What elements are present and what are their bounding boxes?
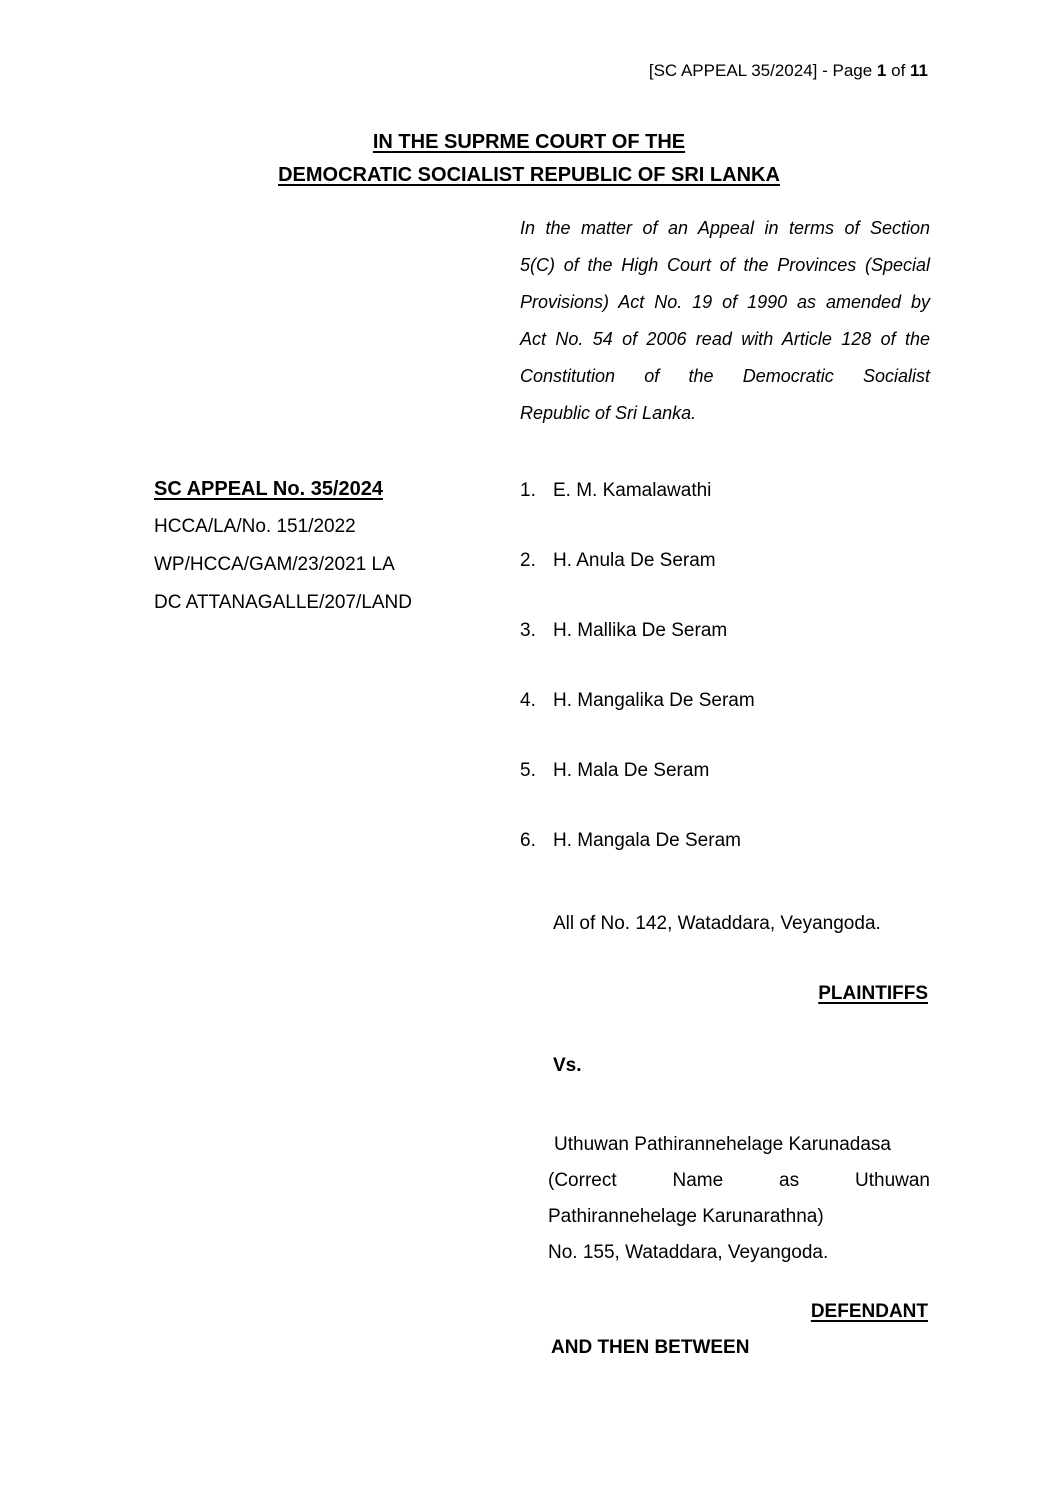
plaintiff-name: H. Mallika De Seram: [553, 620, 728, 641]
plaintiff-row: [520, 828, 755, 854]
defendant-correct-name-cont: Pathirannehelage Karunarathna): [548, 1206, 824, 1227]
matter-line: In the matter of an Appeal in terms of Section: [520, 218, 930, 238]
plaintiff-row: [520, 618, 755, 644]
header-case-ref: [SC APPEAL 35/2024] - Page: [648, 61, 877, 80]
plaintiff-name: E. M. Kamalawathi: [553, 480, 712, 501]
court-title-line-1: IN THE SUPRME COURT OF THE: [372, 131, 686, 153]
versus-label: Vs.: [553, 1055, 582, 1076]
plaintiff-number: 3.: [520, 620, 536, 641]
defendant-block: [548, 1127, 930, 1271]
case-ref: HCCA/LA/No. 151/2022: [154, 516, 356, 537]
plaintiff-name: H. Anula De Seram: [553, 550, 716, 571]
matter-line: Act No. 54 of 2006 read with Article 128 of the: [520, 329, 930, 349]
matter-paragraph: [520, 210, 930, 432]
defendant-address: No. 155, Wataddara, Veyangoda.: [548, 1242, 829, 1263]
header-page-number: 1: [876, 61, 887, 80]
plaintiff-name: H. Mangalika De Seram: [553, 690, 755, 711]
header-total-pages: 11: [910, 61, 928, 80]
plaintiffs-address: All of No. 142, Wataddara, Veyangoda.: [553, 913, 881, 934]
plaintiffs-label: PLAINTIFFS: [818, 983, 928, 1004]
plaintiff-name: H. Mala De Seram: [553, 760, 710, 781]
plaintiff-number: 4.: [520, 690, 536, 711]
plaintiff-number: 2.: [520, 550, 536, 571]
plaintiff-row: [520, 478, 755, 504]
and-then-between-heading: AND THEN BETWEEN: [551, 1337, 750, 1358]
plaintiffs-list: [520, 478, 755, 898]
header-of-text: of: [886, 61, 911, 80]
plaintiff-row: [520, 548, 755, 574]
case-number-block: [154, 470, 412, 622]
plaintiff-number: 6.: [520, 830, 536, 851]
appeal-number: SC APPEAL No. 35/2024: [154, 478, 383, 500]
matter-line: Constitution of the Democratic Socialist: [520, 366, 930, 386]
court-title: [0, 126, 1058, 192]
plaintiff-row: [520, 688, 755, 714]
plaintiff-name: H. Mangala De Seram: [553, 830, 741, 851]
case-ref: WP/HCCA/GAM/23/2021 LA: [154, 554, 395, 575]
matter-line: Provisions) Act No. 19 of 1990 as amended by: [520, 292, 930, 312]
defendant-correct-name: (Correct Name as Uthuwan: [548, 1170, 930, 1191]
plaintiff-number: 1.: [520, 480, 536, 501]
plaintiff-number: 5.: [520, 760, 536, 781]
plaintiff-row: [520, 758, 755, 784]
matter-line: Republic of Sri Lanka.: [520, 403, 697, 423]
court-title-line-2: DEMOCRATIC SOCIALIST REPUBLIC OF SRI LANKA: [278, 164, 780, 186]
matter-line: 5(C) of the High Court of the Provinces (Special: [520, 255, 930, 275]
page-header: [0, 61, 928, 81]
defendant-label: DEFENDANT: [810, 1301, 928, 1322]
defendant-name: Uthuwan Pathirannehelage Karunadasa: [554, 1134, 891, 1155]
case-ref: DC ATTANAGALLE/207/LAND: [154, 592, 413, 613]
